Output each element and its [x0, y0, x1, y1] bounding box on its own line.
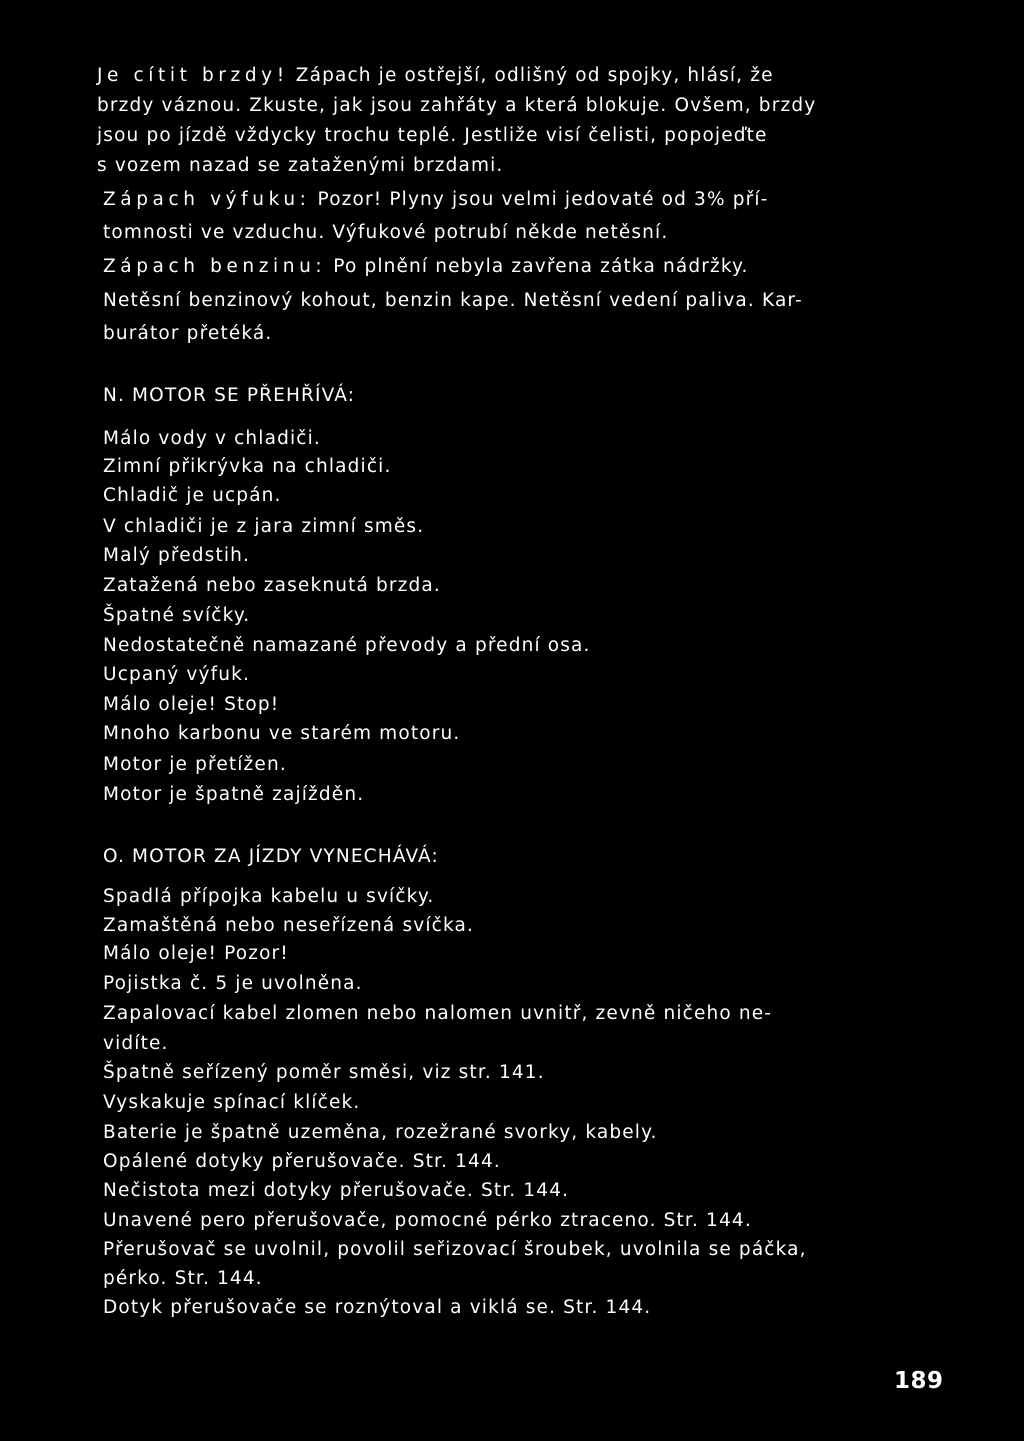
text-line: Netěsní benzinový kohout, benzin kape. Netěsní vedení paliva. Kar-: [103, 290, 803, 311]
list-item: Zamaštěná nebo neseřízená svíčka.: [103, 915, 474, 936]
text-line: brzdy váznou. Zkuste, jak jsou zahřáty a která blokuje. Ovšem, brzdy: [97, 95, 817, 116]
list-item: Málo oleje! Stop!: [103, 694, 280, 715]
line-text: Po plnění nebyla zavřena zátka nádržky.: [326, 256, 749, 277]
text-line: tomnosti ve vzduchu. Výfukové potrubí někde netěsní.: [103, 222, 669, 243]
list-item: Opálené dotyky přerušovače. Str. 144.: [103, 1151, 501, 1172]
list-item: Unavené pero přerušovače, pomocné pérko ztraceno. Str. 144.: [103, 1210, 752, 1231]
section-heading-n: N. MOTOR SE PŘEHŘÍVÁ:: [103, 385, 356, 406]
list-item: pérko. Str. 144.: [103, 1268, 263, 1289]
spaced-lead: Zápach výfuku:: [103, 189, 311, 210]
list-item: Motor je špatně zajížděn.: [103, 784, 365, 805]
text-line: [103, 191, 768, 210]
list-item: Malý předstih.: [103, 545, 251, 566]
list-item: Zapalovací kabel zlomen nebo nalomen uvnitř, zevně ničeho ne-: [103, 1003, 773, 1024]
text-line: [103, 258, 749, 277]
line-text: Zápach je ostřejší, odlišný od spojky, hlásí, že: [288, 65, 774, 86]
list-item: Chladič je ucpán.: [103, 485, 282, 506]
spaced-lead: Je cítit brzdy!: [97, 65, 289, 86]
list-item: vidíte.: [103, 1033, 169, 1054]
text-line: jsou po jízdě vždycky trochu teplé. Jestliže visí čelisti, popojeďte: [97, 125, 768, 146]
list-item: Zimní přikrývka na chladiči.: [103, 456, 392, 477]
list-item: Mnoho karbonu ve starém motoru.: [103, 723, 461, 744]
text-line: burátor přetéká.: [103, 323, 273, 344]
list-item: Nedostatečně namazané převody a přední osa.: [103, 635, 591, 656]
text-line: s vozem nazad se zataženými brzdami.: [97, 155, 504, 176]
list-item: Motor je přetížen.: [103, 754, 287, 775]
list-item: Zatažená nebo zaseknutá brzda.: [103, 575, 441, 596]
line-text: Pozor! Plyny jsou velmi jedovaté od 3% pří-: [310, 189, 769, 210]
list-item: Dotyk přerušovače se roznýtoval a viklá se. Str. 144.: [103, 1297, 652, 1318]
list-item: Baterie je špatně uzeměna, rozežrané svorky, kabely.: [103, 1122, 658, 1143]
list-item: Přerušovač se uvolnil, povolil seřizovací šroubek, uvolnila se páčka,: [103, 1239, 807, 1260]
list-item: Pojistka č. 5 je uvolněna.: [103, 973, 363, 994]
list-item: Spadlá přípojka kabelu u svíčky.: [103, 886, 435, 907]
list-item: Ucpaný výfuk.: [103, 664, 251, 685]
text-line: [97, 67, 774, 86]
list-item: Nečistota mezi dotyky přerušovače. Str. 144.: [103, 1180, 570, 1201]
list-item: Špatné svíčky.: [103, 605, 251, 626]
list-item: Málo vody v chladiči.: [103, 428, 321, 449]
list-item: Vyskakuje spínací klíček.: [103, 1092, 361, 1113]
list-item: Málo oleje! Pozor!: [103, 943, 289, 964]
list-item: V chladiči je z jara zimní směs.: [103, 516, 425, 537]
section-heading-o: O. MOTOR ZA JÍZDY VYNECHÁVÁ:: [103, 846, 439, 867]
list-item: Špatně seřízený poměr směsi, viz str. 141.: [103, 1062, 545, 1083]
spaced-lead: Zápach benzinu:: [103, 256, 327, 277]
page-number: 189: [894, 1368, 944, 1394]
